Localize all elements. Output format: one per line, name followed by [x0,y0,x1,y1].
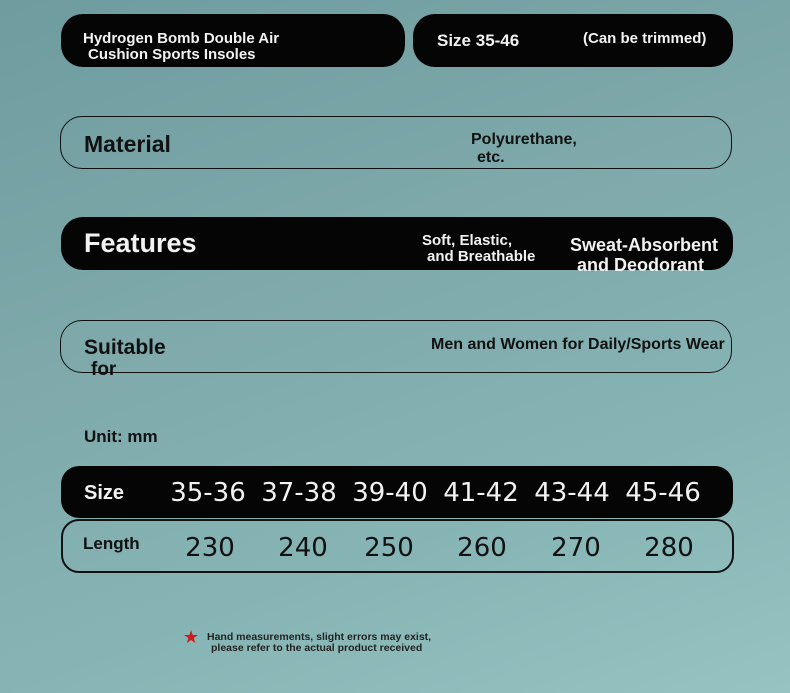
suitable-label-line2: for [91,359,117,380]
features-value1-line1: Soft, Elastic, [422,232,513,249]
footnote-line2: please refer to the actual product received [211,642,423,654]
size-range-pill [413,14,733,67]
star-icon: ★ [183,627,200,647]
length-column-label: Length [83,534,140,553]
features-label: Features [84,228,197,258]
size-table-header-row [61,466,733,518]
size-trim-note: (Can be trimmed) [583,30,707,47]
size-cell: 37-38 [261,478,337,508]
length-cell: 250 [364,533,414,563]
suitable-label-line1: Suitable [84,336,166,359]
length-cell: 260 [457,533,507,563]
features-value2-line2: and Deodorant [577,255,705,275]
product-name-line1: Hydrogen Bomb Double Air [83,30,280,47]
material-value-line1: Polyurethane, [471,131,577,148]
length-cell: 240 [278,533,328,563]
footnote-line1: Hand measurements, slight errors may exist, [207,631,432,643]
product-name-line2: Cushion Sports Insoles [88,46,256,63]
unit-label: Unit: mm [84,427,158,446]
size-cell: 41-42 [443,478,519,508]
product-name-pill [61,14,405,67]
size-column-label: Size [84,482,125,504]
length-cell: 280 [644,533,694,563]
material-label: Material [84,131,171,157]
material-value-line2: etc. [477,149,505,166]
suitable-for-row [60,320,732,380]
suitable-value: Men and Women for Daily/Sports Wear [431,336,725,353]
size-cell: 35-36 [170,478,246,508]
features-value1-line2: and Breathable [427,248,536,265]
material-row [60,116,732,169]
size-cell: 43-44 [534,478,610,508]
length-cell: 270 [551,533,601,563]
size-cell: 39-40 [352,478,428,508]
length-table-row [61,519,734,573]
length-cell: 230 [185,533,235,563]
size-range-label: Size 35-46 [437,31,520,50]
features-value2-line1: Sweat-Absorbent [570,235,719,255]
size-cell: 45-46 [625,478,701,508]
